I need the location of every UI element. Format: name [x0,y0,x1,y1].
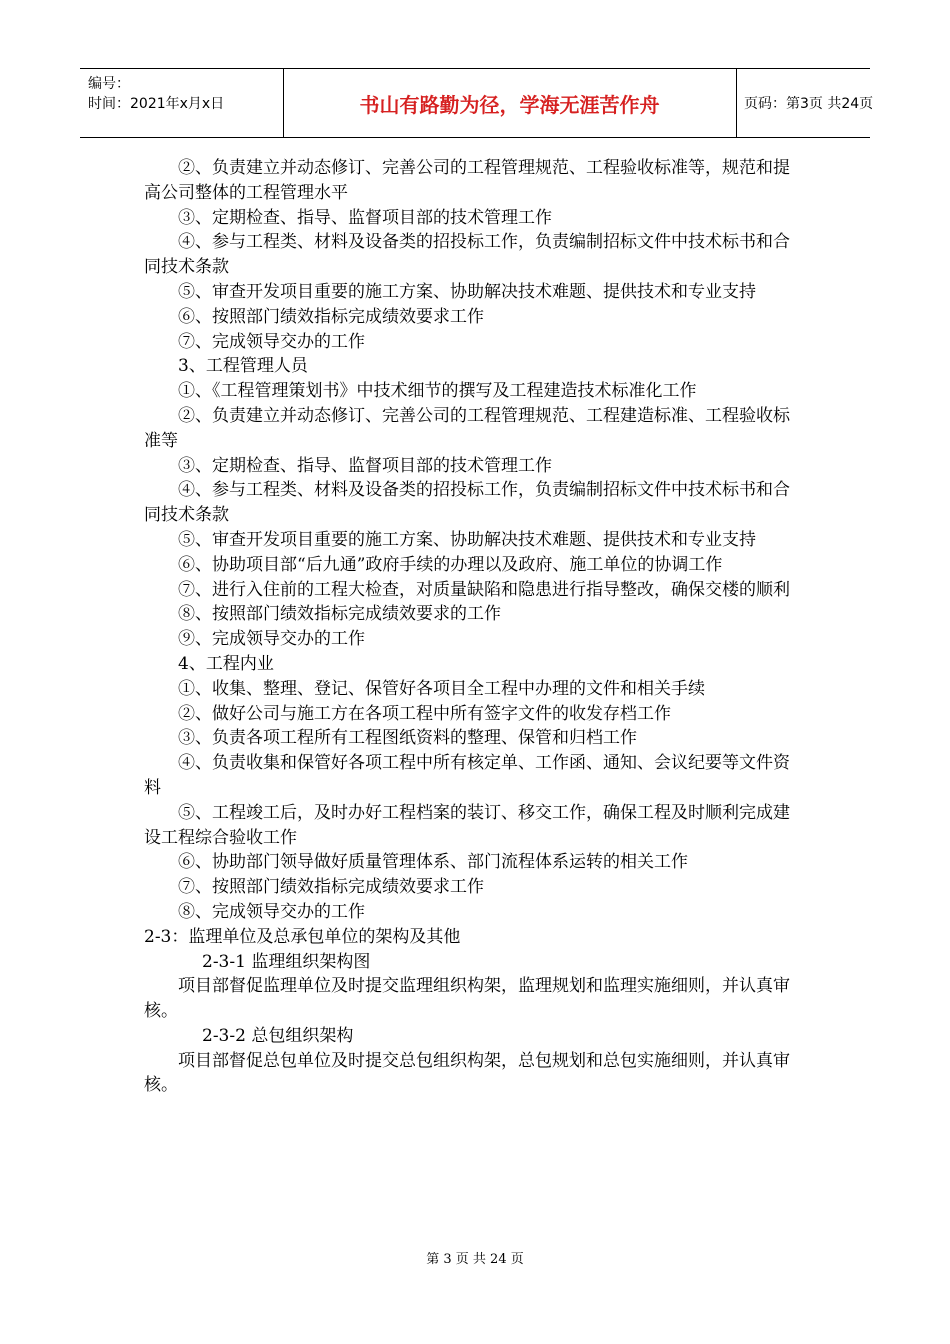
body-paragraph: 项目部督促监理单位及时提交监理组织构架，监理规划和监理实施细则，并认真审核。 [144,976,790,1022]
document-body [144,156,800,1098]
body-paragraph: 2-3-2 总包组织架构 [202,1025,354,1046]
body-paragraph: 3、工程管理人员 [178,356,308,377]
body-paragraph: ⑦、完成领导交办的工作 [178,331,365,352]
body-paragraph: ⑨、完成领导交办的工作 [178,629,365,650]
body-paragraph: ⑥、协助部门领导做好质量管理体系、部门流程体系运转的相关工作 [178,852,688,873]
body-paragraph: ⑧、完成领导交办的工作 [178,901,365,922]
page-footer: 第 3 页 共 24 页 [426,1252,524,1267]
body-paragraph: 2-3：监理单位及总承包单位的架构及其他 [144,926,461,947]
body-paragraph: ④、参与工程类、材料及设备类的招投标工作，负责编制招标文件中技术标书和合同技术条款 [144,480,790,526]
body-paragraph: ⑥、协助项目部“后九通”政府手续的办理以及政府、施工单位的协调工作 [178,554,723,575]
page-header [80,68,874,138]
header-meta-cell [80,69,284,137]
body-paragraph: ②、负责建立并动态修订、完善公司的工程管理规范、工程验收标准等，规范和提高公司整体的工程管理水平 [144,158,790,203]
body-paragraph: ③、负责各项工程所有工程图纸资料的整理、保管和归档工作 [178,728,637,749]
body-paragraph: ⑦、进行入住前的工程大检查，对质量缺陷和隐患进行指导整改，确保交楼的顺利 [178,579,790,600]
body-paragraph: ③、定期检查、指导、监督项目部的技术管理工作 [178,455,552,476]
body-paragraph: ⑦、按照部门绩效指标完成绩效要求工作 [178,877,484,898]
body-paragraph: 4、工程内业 [178,653,274,674]
body-paragraph: ⑤、审查开发项目重要的施工方案、协助解决技术难题、提供技术和专业支持 [178,281,756,302]
body-paragraph: ①、收集、整理、登记、保管好各项目全工程中办理的文件和相关手续 [178,678,705,699]
body-paragraph: ⑥、按照部门绩效指标完成绩效要求工作 [178,306,484,327]
header-motto: 书山有路勤为径，学海无涯苦作舟 [359,93,660,117]
document-date-label: 时间：2021年x月x日 [88,96,225,112]
header-page-cell [736,69,874,137]
body-paragraph: 项目部督促总包单位及时提交总包组织构架，总包规划和总包实施细则，并认真审核。 [144,1050,790,1096]
body-paragraph: ②、做好公司与施工方在各项工程中所有签字文件的收发存档工作 [178,703,671,724]
body-paragraph: 2-3-1 监理组织架构图 [202,951,371,972]
body-paragraph: ⑤、工程竣工后，及时办好工程档案的装订、移交工作，确保工程及时顺利完成建设工程综合验收工作 [144,802,790,848]
header-motto-cell [283,69,737,137]
body-paragraph: ⑤、审查开发项目重要的施工方案、协助解决技术难题、提供技术和专业支持 [178,529,756,550]
body-paragraph: ④、负责收集和保管好各项工程中所有核定单、工作函、通知、会议纪要等文件资料 [144,753,790,798]
header-page-info: 页码：第3页 共24页 [744,96,874,112]
body-paragraph: ③、定期检查、指导、监督项目部的技术管理工作 [178,207,552,228]
body-paragraph: ①、《工程管理策划书》中技术细节的撰写及工程建造技术标准化工作 [178,381,697,402]
body-paragraph: ⑧、按照部门绩效指标完成绩效要求的工作 [178,604,501,625]
body-paragraph: ②、负责建立并动态修订、完善公司的工程管理规范、工程建造标准、工程验收标准等 [144,405,790,451]
body-paragraph: ④、参与工程类、材料及设备类的招投标工作，负责编制招标文件中技术标书和合同技术条款 [144,232,790,278]
document-number-label: 编号： [88,76,130,92]
